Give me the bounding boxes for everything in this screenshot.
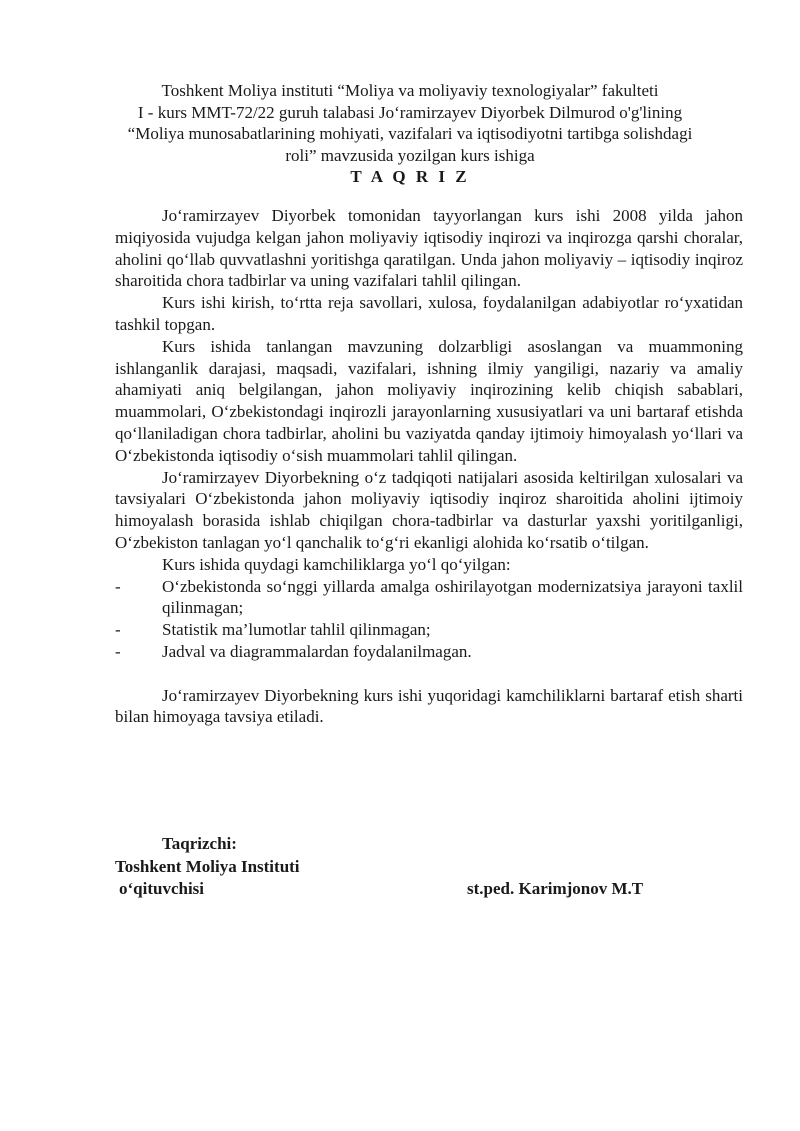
header-line-student: I - kurs MMT-72/22 guruh talabasi Jo‘ramirzayev Diyorbek Dilmurod o'g'lining [137,102,683,122]
spacer [115,663,743,685]
signature-position: o‘qituvchisi [119,879,205,898]
signature-row [115,878,735,901]
list-item-text: O‘zbekistonda so‘nggi yillarda amalga oshirilayotgan modernizatsiya jarayoni taxlil qilinmagan; [162,576,743,618]
header-line-topic-end: roli” mavzusida yozilgan kurs ishiga [285,145,535,165]
list-item [115,576,743,620]
paragraph-structure: Kurs ishi kirish, to‘rtta reja savollari, xulosa, foydalanilgan adabiyotlar ro‘yxatidan tashkil topgan. [115,293,743,334]
list-item [115,641,743,663]
review-body [115,205,743,728]
list-bullet: - [115,576,121,596]
document-header [110,80,710,188]
signature-block [115,833,735,901]
paragraph-recommendation: Jo‘ramirzayev Diyorbekning kurs ishi yuqoridagi kamchiliklarni bartaraf etish sharti bilan himoyaga tavsiya etiladi. [115,685,743,727]
paragraph-shortcomings-intro: Kurs ishida quydagi kamchiliklarga yo‘l qo‘yilgan: [162,554,511,574]
list-bullet: - [115,620,121,640]
list-item-text: Jadval va diagrammalardan foydalanilmagan. [162,641,472,661]
list-item-text: Statistik ma’lumotlar tahlil qilinmagan; [162,620,431,640]
paragraph-content: Kurs ishida tanlangan mavzuning dolzarbligi asoslangan va muammoning ishlanganlik darajasi, maqsadi, vazifalari, ishning ilmiy yangiligi, nazariy va amaliy ahamiyati aniq belgilangan, jahon moliyaviy inqirozining kelib chiqish sabablari, muammolari, O‘zbekistondagi inqirozli jarayonlarning xususiyatlari va uni bartaraf etishda qo‘llaniladigan chora tadbirlar, aholini bu vaziyatda qanday ijtimoiy himoyalash yo‘llari va O‘zbekistonda iqtisodiy o‘sish muammolari tahlil qilingan. [115,336,743,465]
list-item [115,619,743,641]
paragraph-intro: Jo‘ramirzayev Diyorbek tomonidan tayyorlangan kurs ishi 2008 yilda jahon miqiyosida vujudga kelgan jahon moliyaviy iqtisodiy inqirozi va inqirozga qarshi choralar, aholini qo‘llab quvvatlashni yoritishga qaratilgan. Unda jahon moliyaviy – iqtisodiy inqiroz sharoitida chora tadbirlar va uning vazifalari tahlil qilingan. [115,206,743,291]
signature-name: st.ped. Karimjonov M.T [467,879,644,898]
header-line-faculty: Toshkent Moliya instituti “Moliya va moliyaviy texnologiyalar” fakulteti [161,81,659,100]
header-line-topic: “Moliya munosabatlarining mohiyati, vazifalari va iqtisodiyotni tartibga solishdagi [127,124,693,143]
document-title: T A Q R I Z [350,167,470,186]
signature-label: Taqrizchi: [162,834,237,853]
signature-institution: Toshkent Moliya Instituti [115,856,300,876]
paragraph-conclusions: Jo‘ramirzayev Diyorbekning o‘z tadqiqoti natijalari asosida keltirilgan xulosalari va tavsiyalari O‘zbekistonda jahon moliyaviy iqtisodiy inqiroz sharoitida aholini ijtimoiy himoyalash borasida ishlab chiqilgan chora-tadbirlar va dasturlar yaxshi yoritilganligi, O‘zbekiston tanlagan yo‘l qanchalik to‘g‘ri ekanligi alohida ko‘rsatib o‘tilgan. [115,467,743,552]
list-bullet: - [115,641,121,661]
